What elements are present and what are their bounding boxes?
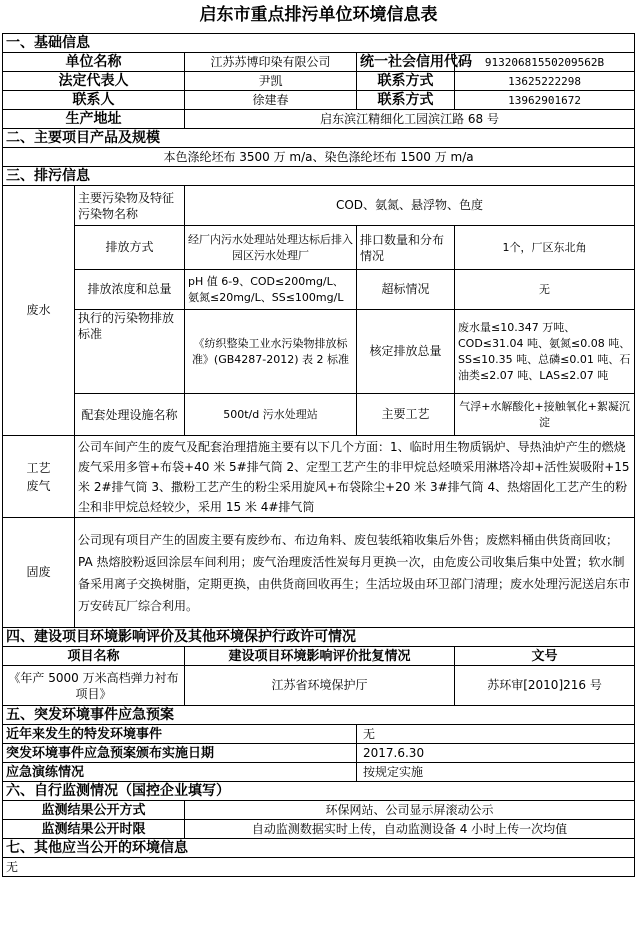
contact-label-2: 联系方式 bbox=[357, 91, 455, 110]
legal-rep-value: 尹凯 bbox=[185, 72, 357, 91]
process-gas-label-line-2: 废气 bbox=[26, 478, 51, 493]
discharge-method-label: 排放方式 bbox=[75, 226, 185, 270]
solid-waste-text: 公司现有项目产生的固废主要有废纱布、布边角料、废包装纸箱收集后外售；废燃料桶由供货商回收；PA 热熔胶粉返回涂层车间利用；废气治理废活性炭每月更换一次，由危废公司收集后集中处置；软水制备采用离子交换树脂，定期更换，由供货商回收再生；生活垃圾由环卫部门清理；废水处理污泥送启东市万安砖瓦厂综合利用。 bbox=[75, 518, 635, 628]
section-other-info-heading: 七、其他应当公开的环境信息 bbox=[3, 839, 635, 858]
recent-incidents-label: 近年来发生的特发环境事件 bbox=[3, 725, 357, 744]
section-basic-info-heading: 一、基础信息 bbox=[3, 34, 635, 53]
monitoring-time-label: 监测结果公开时限 bbox=[3, 820, 185, 839]
pollutants-value: COD、氨氮、悬浮物、色度 bbox=[185, 186, 635, 226]
outlets-label: 排口数量和分布情况 bbox=[357, 226, 455, 270]
credit-code-value: 91320681550209562B bbox=[455, 53, 635, 72]
discharge-method-value: 经厂内污水处理站处理达标后排入园区污水处理厂 bbox=[185, 226, 357, 270]
legal-rep-label: 法定代表人 bbox=[3, 72, 185, 91]
recent-incidents-value: 无 bbox=[357, 725, 635, 744]
products-value: 本色涤纶坯布 3500 万 m/a、染色涤纶坯布 1500 万 m/a bbox=[3, 148, 635, 167]
exceed-label: 超标情况 bbox=[357, 270, 455, 310]
other-info-value: 无 bbox=[3, 858, 635, 877]
plan-date-value: 2017.6.30 bbox=[357, 744, 635, 763]
process-gas-label-line-1: 工艺 bbox=[26, 460, 51, 475]
exceed-value: 无 bbox=[455, 270, 635, 310]
contact-value-1: 13625222298 bbox=[455, 72, 635, 91]
solid-waste-label: 固废 bbox=[3, 518, 75, 628]
contact-person-value: 徐建春 bbox=[185, 91, 357, 110]
plan-date-label: 突发环境事件应急预案颁布实施日期 bbox=[3, 744, 357, 763]
outlets-value: 1个，厂区东北角 bbox=[455, 226, 635, 270]
process-value: 气浮+水解酸化+接触氧化+絮凝沉淀 bbox=[455, 394, 635, 436]
monitoring-time-value: 自动监测数据实时上传，自动监测设备 4 小时上传一次均值 bbox=[185, 820, 635, 839]
section-emergency-heading: 五、突发环境事件应急预案 bbox=[3, 706, 635, 725]
section-monitoring-heading: 六、自行监测情况（国控企业填写） bbox=[3, 782, 635, 801]
process-gas-text: 公司车间产生的废气及配套治理措施主要有以下几个方面：1、临时用生物质锅炉、导热油炉产生的燃烧废气采用多管+布袋+40 米 5#排气筒 2、定型工艺产生的非甲烷总烃喷采用淋塔冷却+活性炭吸附+15 米 2#排气筒 3、撒粉工艺产生的粉尘采用旋风+布袋除尘+20 米 3#排气筒 4、热熔固化工艺产生的粉尘和非甲烷总烃较少，采用 15 米 4#排气筒 bbox=[75, 436, 635, 518]
section-pollution-heading: 三、排污信息 bbox=[3, 167, 635, 186]
contact-value-2: 13962901672 bbox=[455, 91, 635, 110]
approved-total-value: 废水量≤10.347 万吨、COD≤31.04 吨、氨氮≤0.08 吨、SS≤10.35 吨、总磷≤0.01 吨、石油类≤2.07 吨、LAS≤2.07 吨 bbox=[455, 310, 635, 394]
pollutants-label: 主要污染物及特征污染物名称 bbox=[75, 186, 185, 226]
monitoring-method-label: 监测结果公开方式 bbox=[3, 801, 185, 820]
monitoring-method-value: 环保网站、公司显示屏滚动公示 bbox=[185, 801, 635, 820]
facility-label: 配套处理设施名称 bbox=[75, 394, 185, 436]
process-gas-label bbox=[3, 436, 75, 518]
facility-value: 500t/d 污水处理站 bbox=[185, 394, 357, 436]
approved-total-label: 核定排放总量 bbox=[357, 310, 455, 394]
process-label: 主要工艺 bbox=[357, 394, 455, 436]
drill-value: 按规定实施 bbox=[357, 763, 635, 782]
contact-label-1: 联系方式 bbox=[357, 72, 455, 91]
wastewater-label: 废水 bbox=[3, 186, 75, 436]
project-name-value: 《年产 5000 万米高档弹力衬布项目》 bbox=[3, 666, 185, 706]
standard-label: 执行的污染物排放标准 bbox=[75, 310, 185, 394]
address-label: 生产地址 bbox=[3, 110, 185, 129]
unit-name-value: 江苏苏博印染有限公司 bbox=[185, 53, 357, 72]
unit-name-label: 单位名称 bbox=[3, 53, 185, 72]
section-products-heading: 二、主要项目产品及规模 bbox=[3, 129, 635, 148]
document-no-header: 文号 bbox=[455, 647, 635, 666]
page-title: 启东市重点排污单位环境信息表 bbox=[199, 5, 438, 25]
credit-code-label: 统一社会信用代码 bbox=[357, 53, 455, 72]
document-no-value: 苏环审[2010]216 号 bbox=[455, 666, 635, 706]
eia-approval-header: 建设项目环境影响评价批复情况 bbox=[185, 647, 455, 666]
concentration-label: 排放浓度和总量 bbox=[75, 270, 185, 310]
environment-info-table bbox=[2, 33, 635, 877]
contact-person-label: 联系人 bbox=[3, 91, 185, 110]
project-name-header: 项目名称 bbox=[3, 647, 185, 666]
section-eia-heading: 四、建设项目环境影响评价及其他环境保护行政许可情况 bbox=[3, 628, 635, 647]
address-value: 启东滨江精细化工园滨江路 68 号 bbox=[185, 110, 635, 129]
concentration-value: pH 值 6-9、COD≤200mg/L、氨氮≤20mg/L、SS≤100mg/L bbox=[185, 270, 357, 310]
eia-approval-value: 江苏省环境保护厅 bbox=[185, 666, 455, 706]
standard-value: 《纺织整染工业水污染物排放标准》(GB4287-2012) 表 2 标准 bbox=[185, 310, 357, 394]
drill-label: 应急演练情况 bbox=[3, 763, 357, 782]
